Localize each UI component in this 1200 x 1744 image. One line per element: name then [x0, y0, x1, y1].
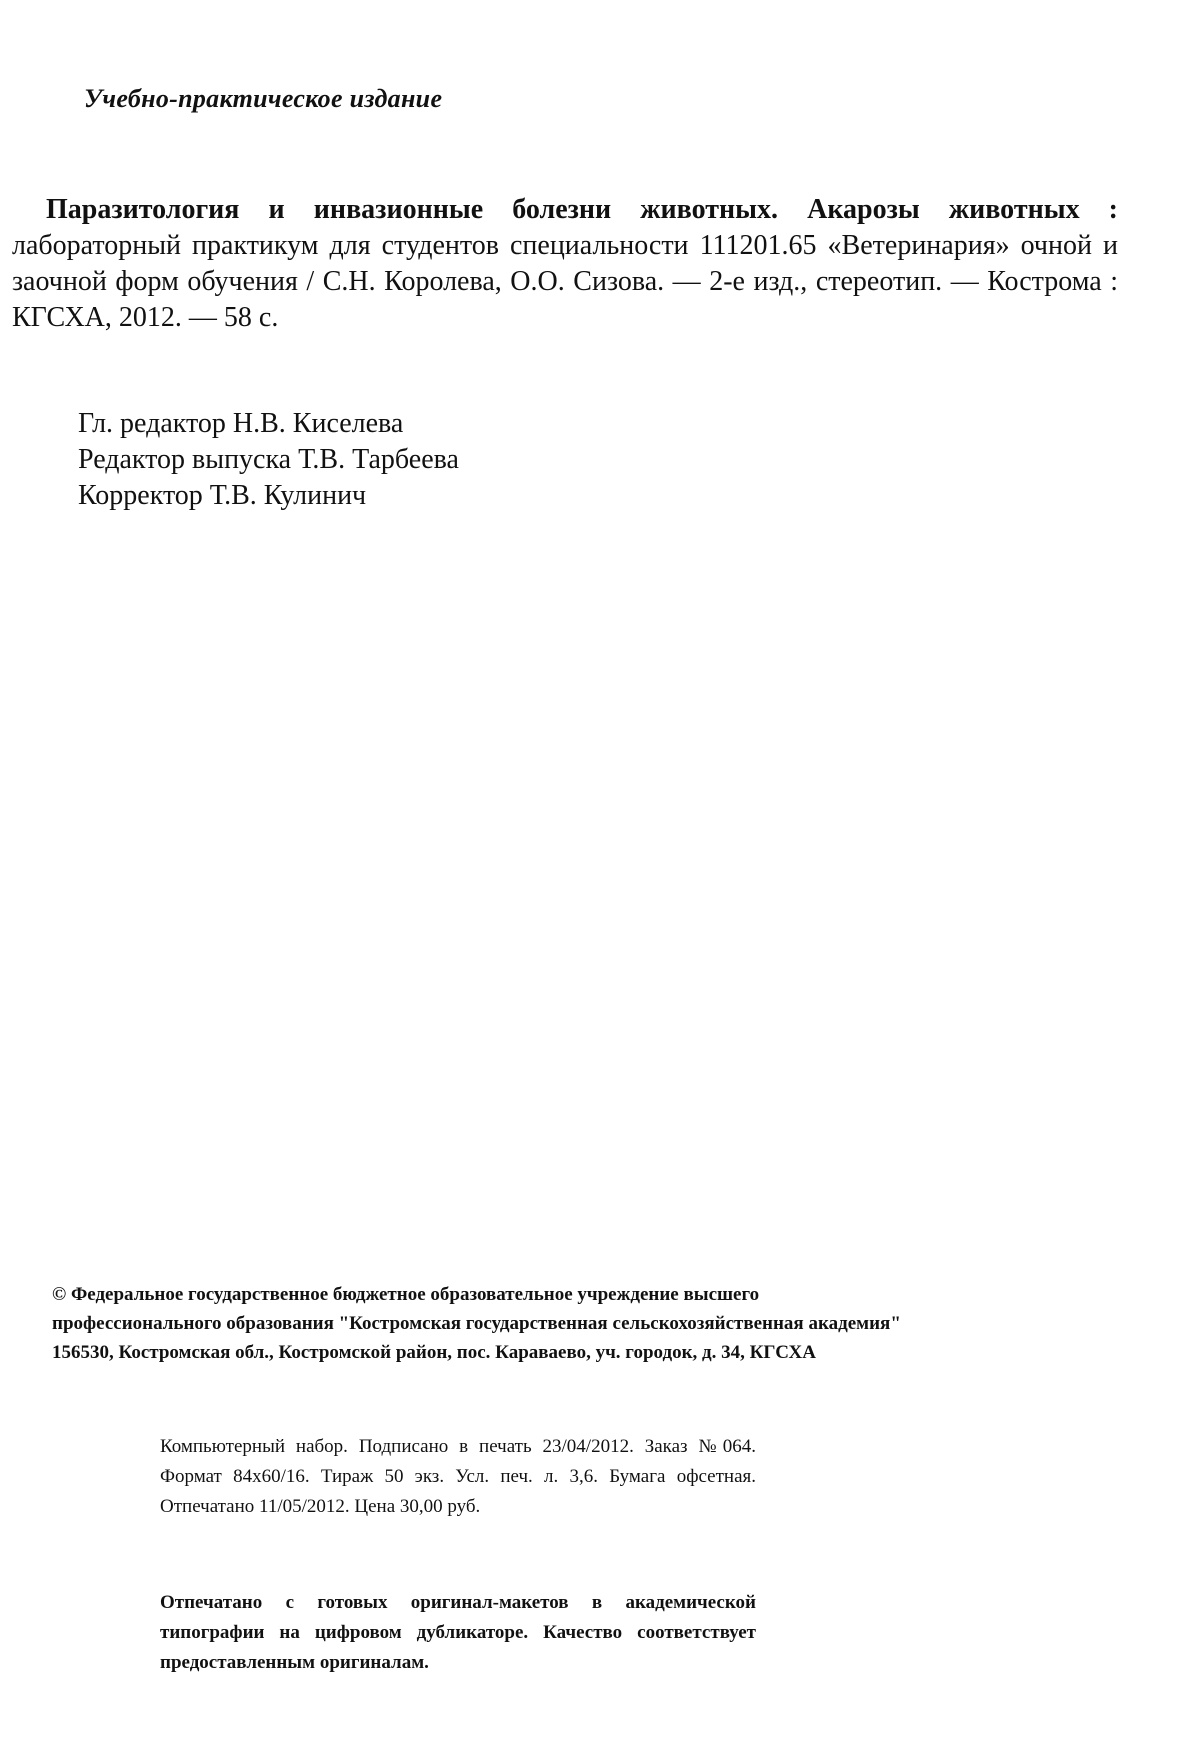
proofreader: Корректор Т.В. Кулинич	[78, 480, 367, 511]
bibliographic-description: лабораторный практикум для студентов специальности 111201.65 «Ветеринария» очной и заочной форм обучения / С.Н. Королева, О.О. Сизова. — 2-е изд., стереотип. — Кострома : КГСХА, 2012. — 58 с.	[12, 230, 1118, 333]
editorial-credits	[78, 406, 459, 514]
edition-type: Учебно-практическое издание	[84, 84, 443, 113]
bibliographic-record	[12, 192, 1118, 336]
imprint-details: Компьютерный набор. Подписано в печать 23/04/2012. Заказ №064. Формат 84х60/16. Тираж 50 экз. Усл. печ. л. 3,6. Бумага офсетная. Отпечатано 11/05/2012. Цена 30,00 руб.	[160, 1436, 756, 1517]
copyright-line: профессионального образования "Костромская государственная сельскохозяйственная академия"	[52, 1313, 901, 1334]
print-note: Отпечатано с готовых оригинал-макетов в академической типографии на цифровом дубликаторе. Качество соответствует предоставленным оригиналам.	[160, 1592, 756, 1673]
chief-editor: Гл. редактор Н.В. Киселева	[78, 408, 404, 439]
book-title: Паразитология и инвазионные болезни животных. Акарозы животных :	[46, 194, 1118, 225]
copyright-line: 156530, Костромская обл., Костромской район, пос. Караваево, уч. городок, д. 34, КГСХА	[52, 1342, 816, 1363]
issue-editor: Редактор выпуска Т.В. Тарбеева	[78, 444, 459, 475]
copyright-block	[52, 1280, 1092, 1367]
copyright-line: © Федеральное государственное бюджетное образовательное учреждение высшего	[52, 1284, 760, 1305]
